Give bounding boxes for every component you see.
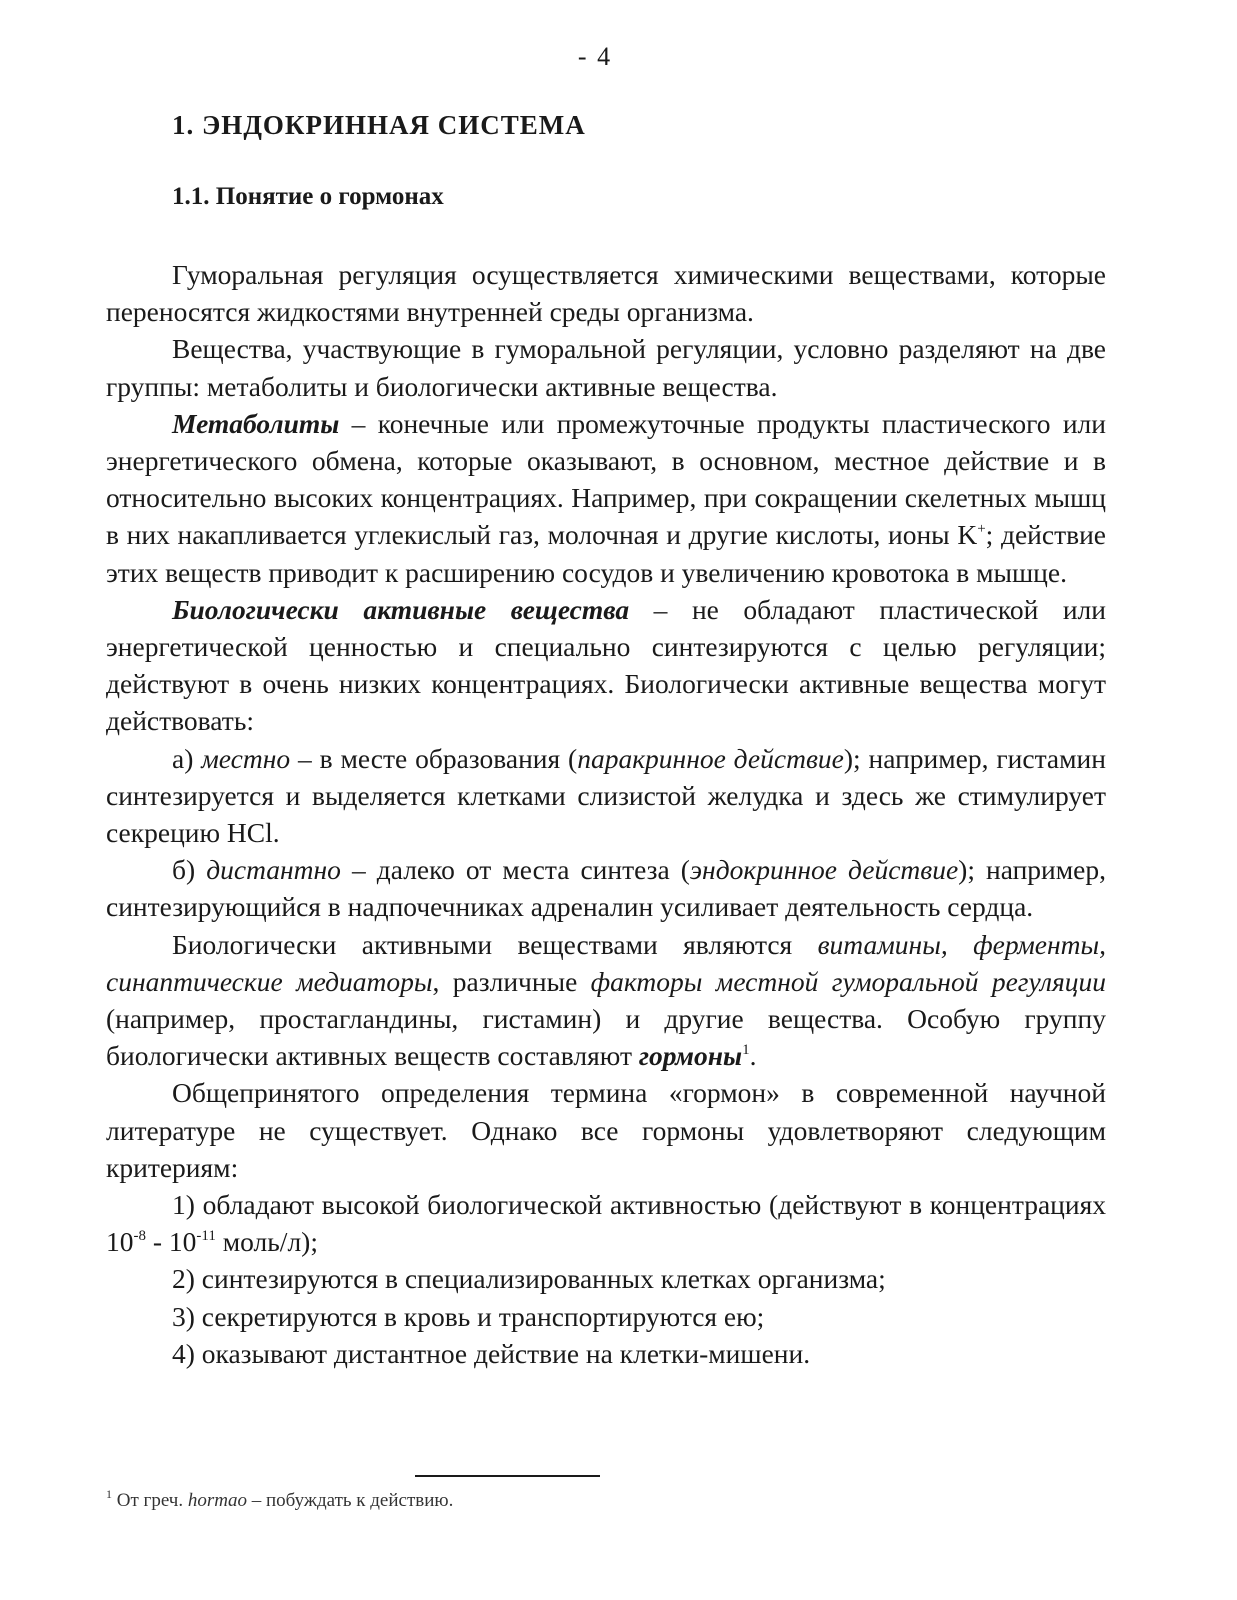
- criterion-2: 2) синтезируются в специализированных клетках организма;: [172, 1263, 886, 1295]
- term-hormones: гормоны: [638, 1040, 743, 1072]
- term-metabolites: Метаболиты: [172, 407, 340, 439]
- criterion-3: 3) секретируются в кровь и транспортируются ею;: [172, 1300, 765, 1332]
- term-local: местно: [201, 742, 291, 774]
- list-item-b: б) дистантно – далеко от места синтеза (эндокринное действие); например, синтезирующийся в надпочечниках адреналин усиливает деятельность сердца.: [106, 854, 1106, 923]
- term-endocrine: эндокринное действие: [689, 854, 959, 886]
- page-number: - 4: [577, 42, 613, 71]
- paragraph-2: Вещества, участвующие в гуморальной регуляции, условно разделяют на две группы: метаболиты и биологически активные вещества.: [106, 333, 1106, 402]
- body-text: [106, 256, 1106, 1372]
- term-bioactive: Биологически активные вещества: [172, 593, 630, 625]
- paragraph-bioactive: Биологически активные вещества – не обладают пластической или энергетической ценностью и специально синтезируются с целью регуляции; действуют в очень низких концентрациях. Биологически активные вещества могут действовать:: [106, 593, 1106, 737]
- footnote-ref: 1: [742, 1042, 750, 1059]
- paragraph-definition: Общепринятого определения термина «гормон» в современной научной литературе не существует. Однако все гормоны удовлетворяют следующим критериям:: [106, 1077, 1106, 1183]
- footnote: $^1$ От греч. hormao – побуждать к действию.: [106, 1487, 454, 1511]
- footnote-divider: [415, 1475, 600, 1477]
- term-distant: дистантно: [206, 854, 341, 886]
- footnote-term: hormao: [187, 1490, 247, 1511]
- paragraph-metabolites: Метаболиты – конечные или промежуточные продукты пластического или энергетического обмена, которые оказывают, в основном, местное действие и в относительно высоких концентрациях. Например, при сокращении скелетных мышц в них накапливается углекислый газ, молочная и другие кислоты, ионы K+; действие этих веществ приводит к расширению сосудов и увеличению кровотока в мышце.: [106, 407, 1107, 588]
- criterion-4: 4) оказывают дистантное действие на клетки-мишени.: [172, 1337, 811, 1369]
- section-title: 1.1. Понятие о гормонах: [172, 183, 444, 210]
- list-item-a: а) местно – в месте образования (паракринное действие); например, гистамин синтезируется и выделяется клетками слизистой желудка и здесь же стимулирует секрецию HCl.: [106, 742, 1106, 849]
- term-paracrine: паракринное действие: [577, 742, 844, 774]
- criterion-1: 1) обладают высокой биологической активностью (действуют в концентрациях $10^{-8} - 10^{-11}$ моль/л);: [106, 1189, 1106, 1258]
- paragraph-examples: Биологически активными веществами являются витамины, ферменты, синаптические медиаторы, различные факторы местной гуморальной регуляции (например, простагландины, гистамин) и другие вещества. Особую группу биологически активных веществ составляют гормоны$^1$.: [106, 928, 1106, 1072]
- chapter-title: 1. ЭНДОКРИННАЯ СИСТЕМА: [172, 110, 586, 140]
- paragraph-1: Гуморальная регуляция осуществляется химическими веществами, которые переносятся жидкостями внутренней среды организма.: [106, 259, 1106, 328]
